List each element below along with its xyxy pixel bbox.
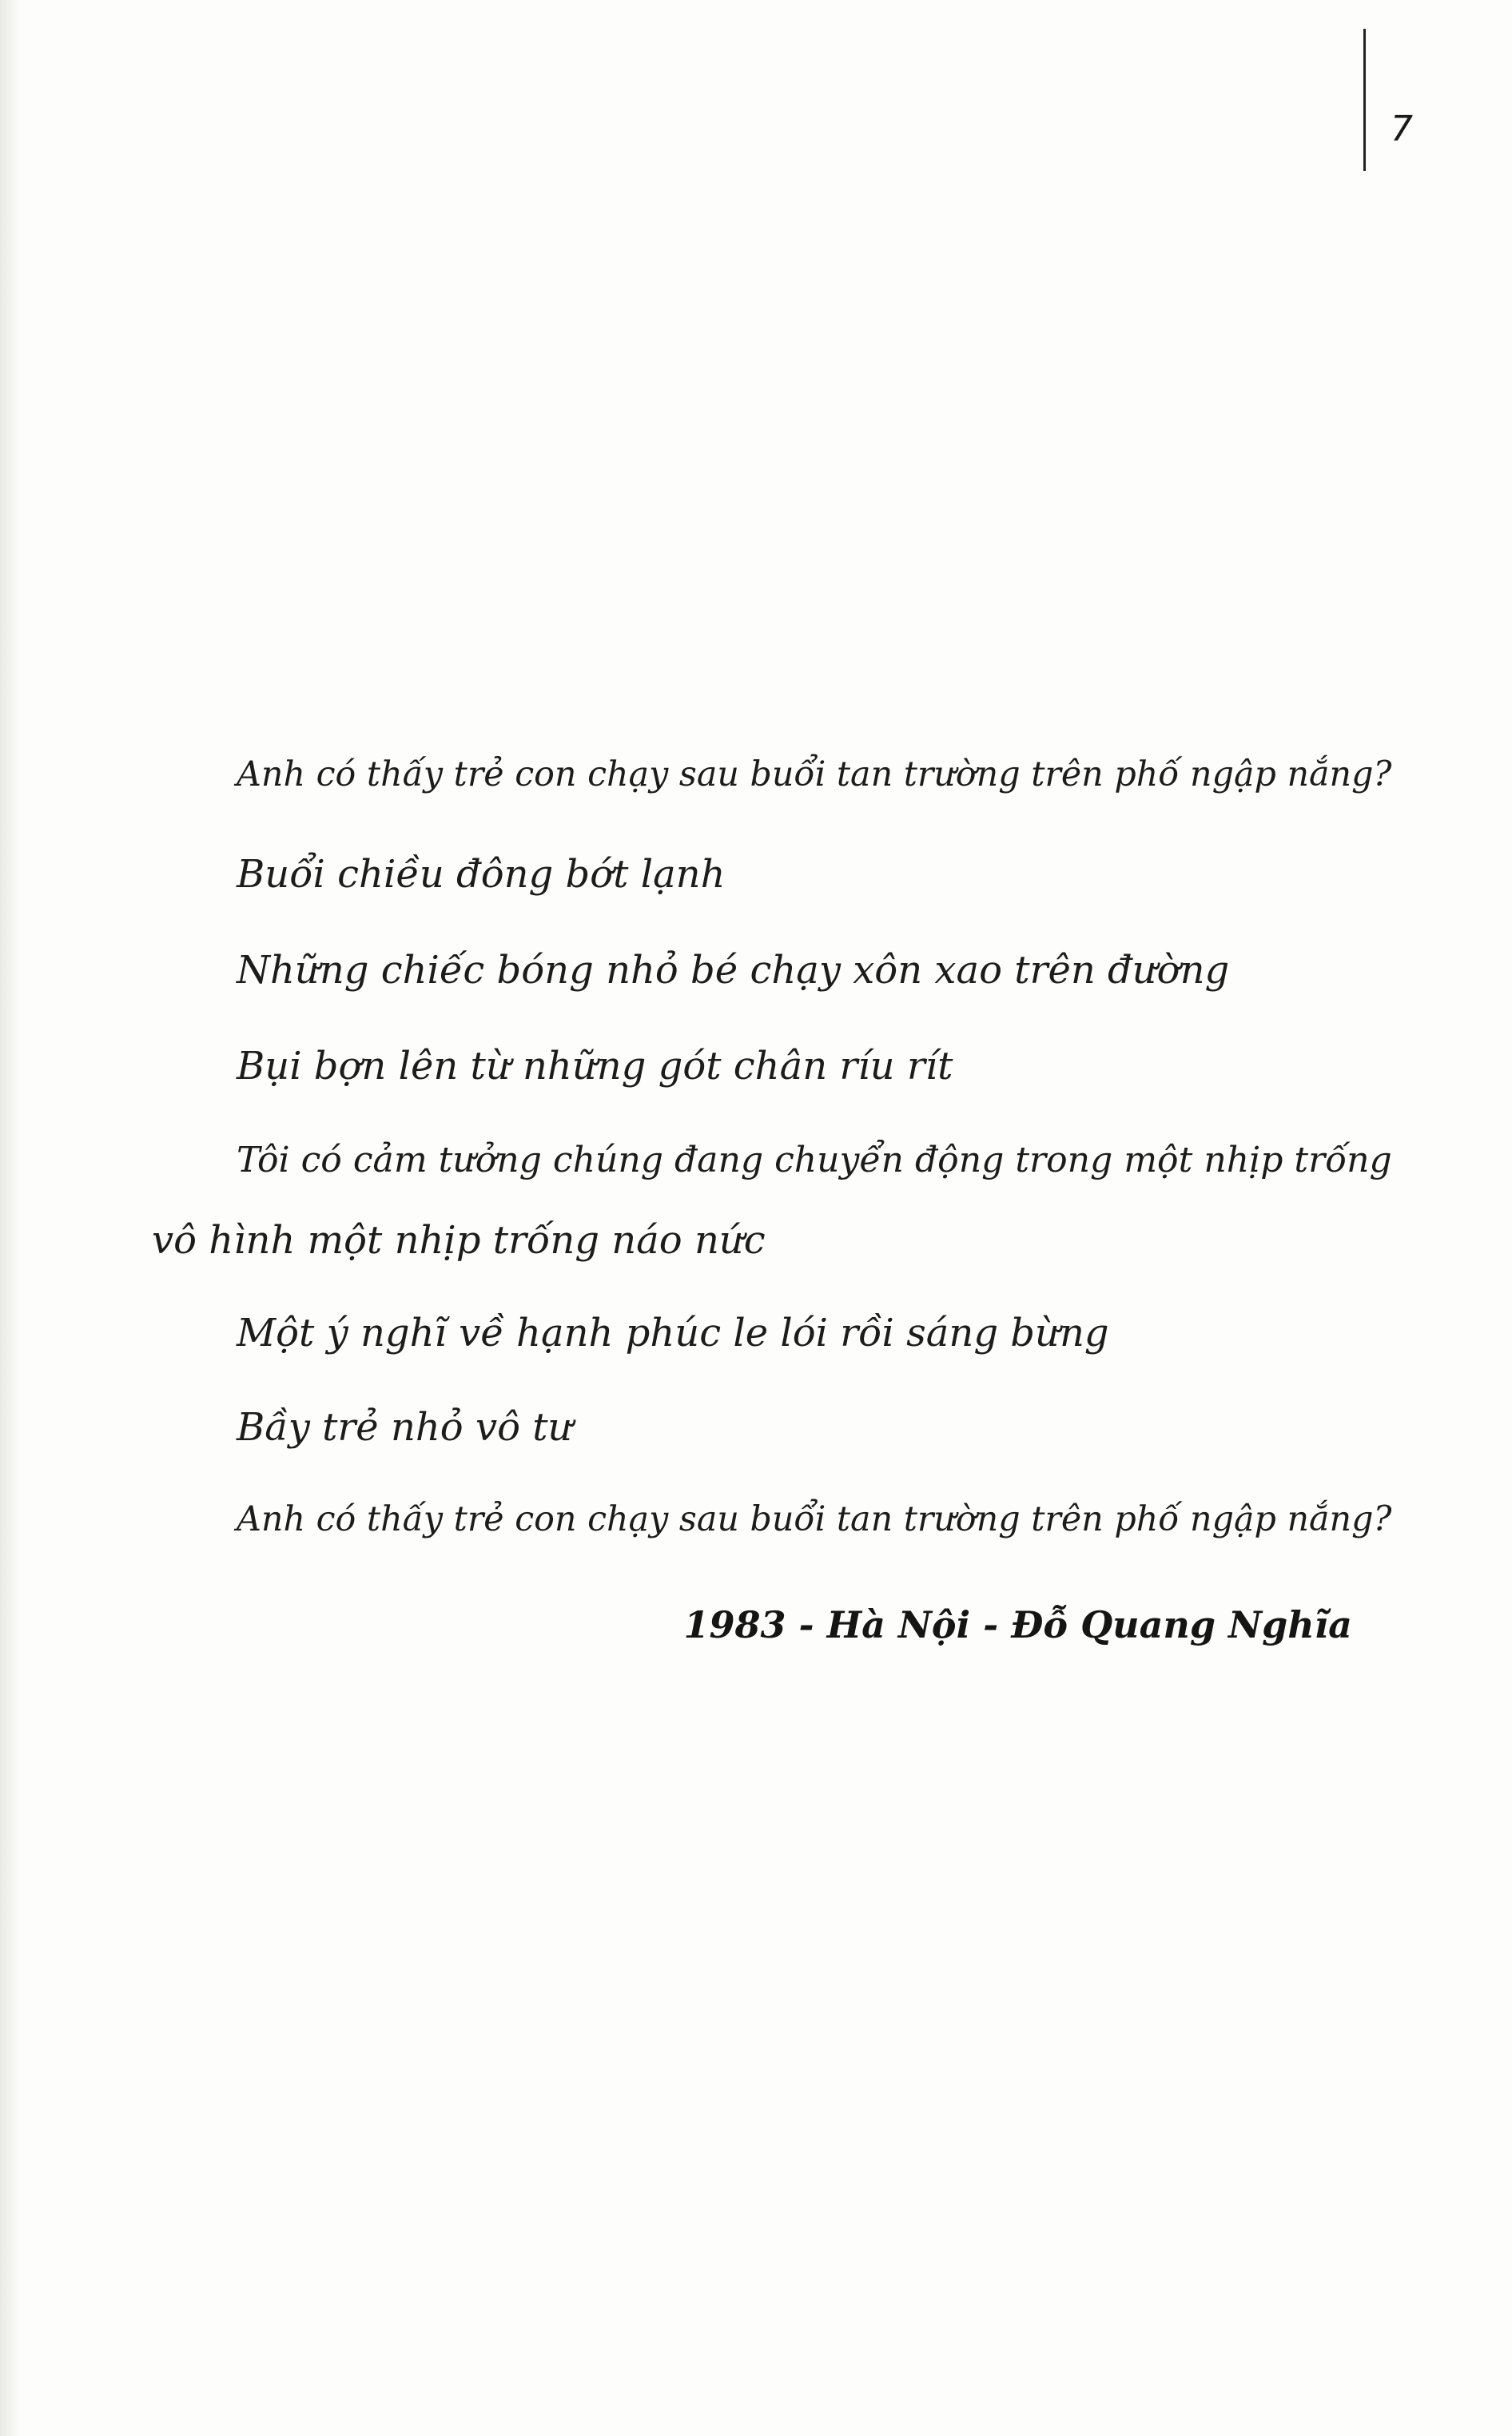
poem-line-4: Bụi bợn lên từ những gót chân ríu rít [237, 1044, 953, 1089]
poem-line-7: Bầy trẻ nhỏ vô tư [237, 1405, 573, 1450]
poem-line-2: Buổi chiều đông bớt lạnh [237, 852, 726, 897]
poem-line-5-continued: vô hình một nhịp trống náo nức [152, 1218, 766, 1263]
poem-line-8: Anh có thấy trẻ con chạy sau buổi tan trường trên phố ngập nắng? [237, 1499, 1392, 1539]
poem-line-6: Một ý nghĩ về hạnh phúc le lói rồi sáng bừng [237, 1311, 1109, 1355]
poem-line-5: Tôi có cảm tưởng chúng đang chuyển động trong một nhịp trống [237, 1140, 1392, 1180]
poem-signature: 1983 - Hà Nội - Đỗ Quang Nghĩa [683, 1603, 1352, 1646]
poem-line-1: Anh có thấy trẻ con chạy sau buổi tan trường trên phố ngập nắng? [237, 754, 1392, 794]
page-number: 7 [1391, 109, 1413, 149]
page-gutter-shadow [0, 0, 21, 2436]
poem-line-3: Những chiếc bóng nhỏ bé chạy xôn xao trên đường [237, 948, 1230, 993]
header-vertical-rule [1363, 29, 1366, 171]
